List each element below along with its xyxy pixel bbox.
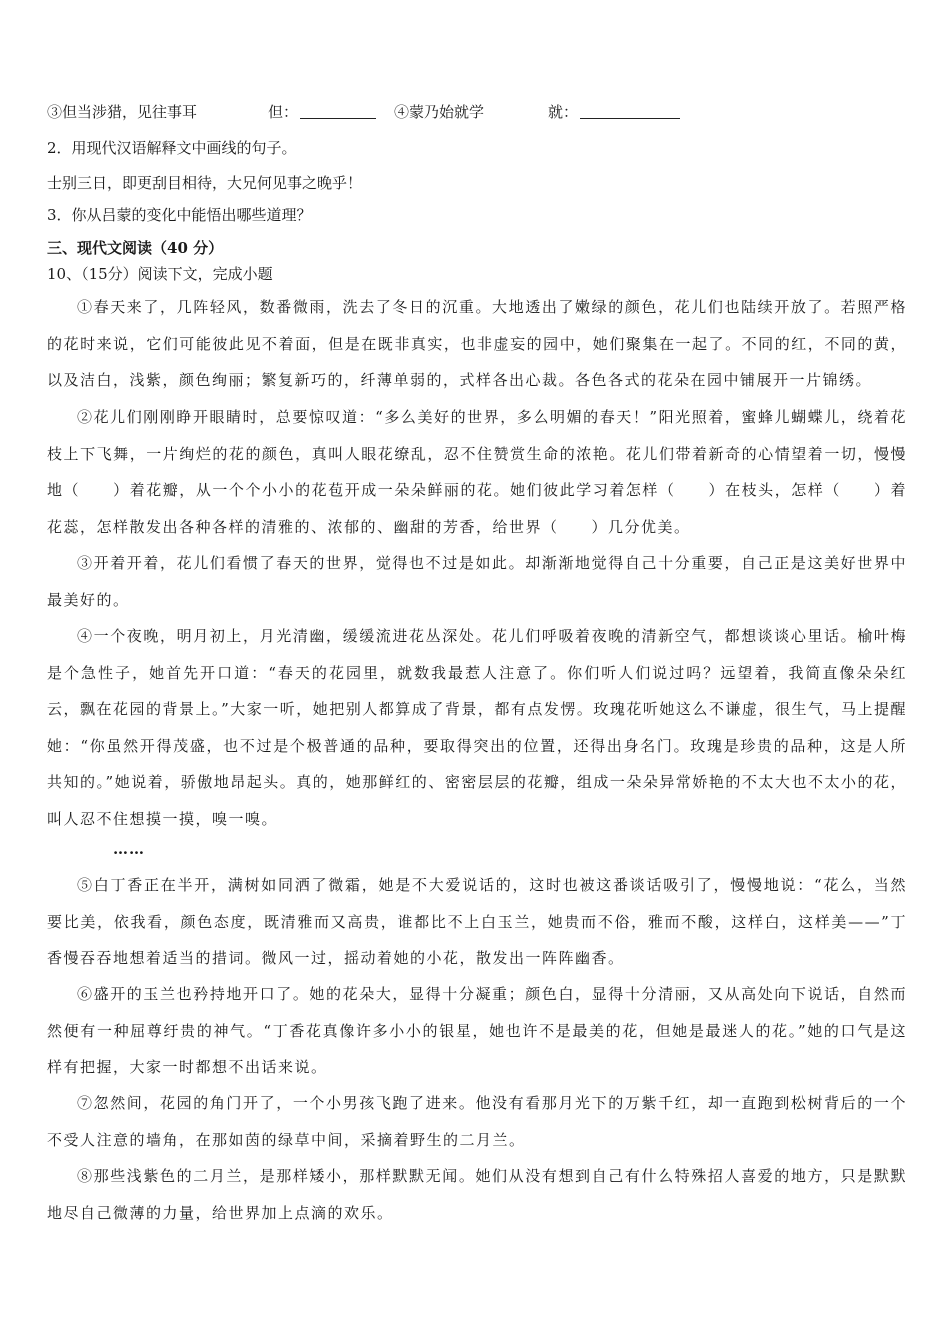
question-10-prompt: 10、（15分）阅读下文，完成小题 (47, 265, 273, 283)
passage-paragraph-1: ①春天来了，几阵轻风，数番微雨，洗去了冬日的沉重。大地透出了嫩绿的颜色，花儿们也陆续开放了。若照严格的花时来说，它们可能彼此见不着面，但是在既非真实，也非虚妄的园中，她们聚集在一起了。不同的红，不同的黄，以及洁白，浅紫，颜色绚丽；繁复新巧的，纤薄单弱的，式样各出心裁。各色各式的花朵在园中铺展开一片锦绣。 (47, 298, 907, 389)
passage-paragraph-4: ④一个夜晚，明月初上，月光清幽，缓缓流进花丛深处。花儿们呼吸着夜晚的清新空气，都想谈谈心里话。榆叶梅是个急性子，她首先开口道：“春天的花园里，就数我最惹人注意了。你们听人们说过吗？远望着，我简直像朵朵红云，飘在花园的背景上。”大家一听，她把别人都算成了背景，都有点发愣。玫瑰花听她这么不谦虚，很生气，马上提醒她：“你虽然开得茂盛，也不过是个极普通的品种，要取得突出的位置，还得出身名门。玫瑰是珍贵的品种，这是人所共知的。”她说着，骄傲地昂起头。真的，她那鲜红的、密密层层的花瓣，组成一朵朵异常娇艳的不太大也不太小的花，叫人忍不住想摸一摸，嗅一嗅。 (47, 627, 907, 828)
section-title: 三、现代文阅读（40 分） (47, 239, 224, 257)
vocab-item-3-answer (268, 102, 376, 122)
passage-ellipsis: …… (113, 840, 145, 858)
question-2-prompt: 2．用现代汉语解释文中画线的句子。 (47, 139, 297, 157)
vocab-item-3: ③但当涉猎，见往事耳 (47, 103, 198, 121)
passage-paragraph-3: ③开着开着，花儿们看惯了春天的世界，觉得也不过是如此。却渐渐地觉得自己十分重要，自己正是这美好世界中最美好的。 (47, 554, 907, 609)
passage-paragraph-8: ⑧那些浅紫色的二月兰，是那样矮小，那样默默无闻。她们从没有想到自己有什么特殊招人喜爱的地方，只是默默地尽自己微薄的力量，给世界加上点滴的欢乐。 (47, 1167, 907, 1222)
passage-paragraph-5: ⑤白丁香正在半开，满树如同洒了微霜，她是不大爱说话的，这时也被这番谈话吸引了，慢慢地说：“花么，当然要比美，依我看，颜色态度，既清雅而又高贵，谁都比不上白玉兰，她贵而不俗，雅而不酸，这样白，这样美——”丁香慢吞吞地想着适当的措词。微风一过，摇动着她的小花，散发出一阵阵幽香。 (47, 876, 907, 967)
vocab-item-4: ④蒙乃始就学 (394, 103, 485, 121)
vocab-item-4-key: 就： (548, 103, 579, 121)
answer-blank[interactable] (580, 102, 680, 119)
passage-paragraph-6: ⑥盛开的玉兰也矜持地开口了。她的花朵大，显得十分凝重；颜色白，显得十分清丽，又从高处向下说话，自然而然便有一种屈尊纡贵的神气。“丁香花真像许多小小的银星，她也许不是最美的花，但她是最迷人的花。”她的口气是这样有把握，大家一时都想不出话来说。 (47, 985, 907, 1076)
passage-paragraph-7: ⑦忽然间，花园的角门开了，一个小男孩飞跑了进来。他没有看那月光下的万紫千红，却一直跑到松树背后的一个不受人注意的墙角，在那如茵的绿草中间，采摘着野生的二月兰。 (47, 1094, 907, 1149)
passage-paragraph-2: ②花儿们刚刚睁开眼睛时，总要惊叹道：“多么美好的世界，多么明媚的春天！”阳光照着，蜜蜂儿蝴蝶儿，绕着花枝上下飞舞，一片绚烂的花的颜色，真叫人眼花缭乱，忍不住赞赏生命的浓艳。花儿们带着新奇的心情望着一切，慢慢地（ ）着花瓣，从一个个小小的花苞开成一朵朵鲜丽的花。她们彼此学习着怎样（ ）在枝头，怎样（ ）着花蕊，怎样散发出各种各样的清雅的、浓郁的、幽甜的芳香，给世界（ ）几分优美。 (47, 408, 907, 536)
question-2-sentence: 士别三日，即更刮目相待，大兄何见事之晚乎！ (47, 174, 363, 192)
answer-blank[interactable] (300, 102, 376, 119)
vocab-item-4-answer (548, 102, 680, 122)
vocab-item-3-key: 但： (268, 103, 299, 121)
question-3-prompt: 3．你从吕蒙的变化中能悟出哪些道理？ (47, 206, 312, 224)
